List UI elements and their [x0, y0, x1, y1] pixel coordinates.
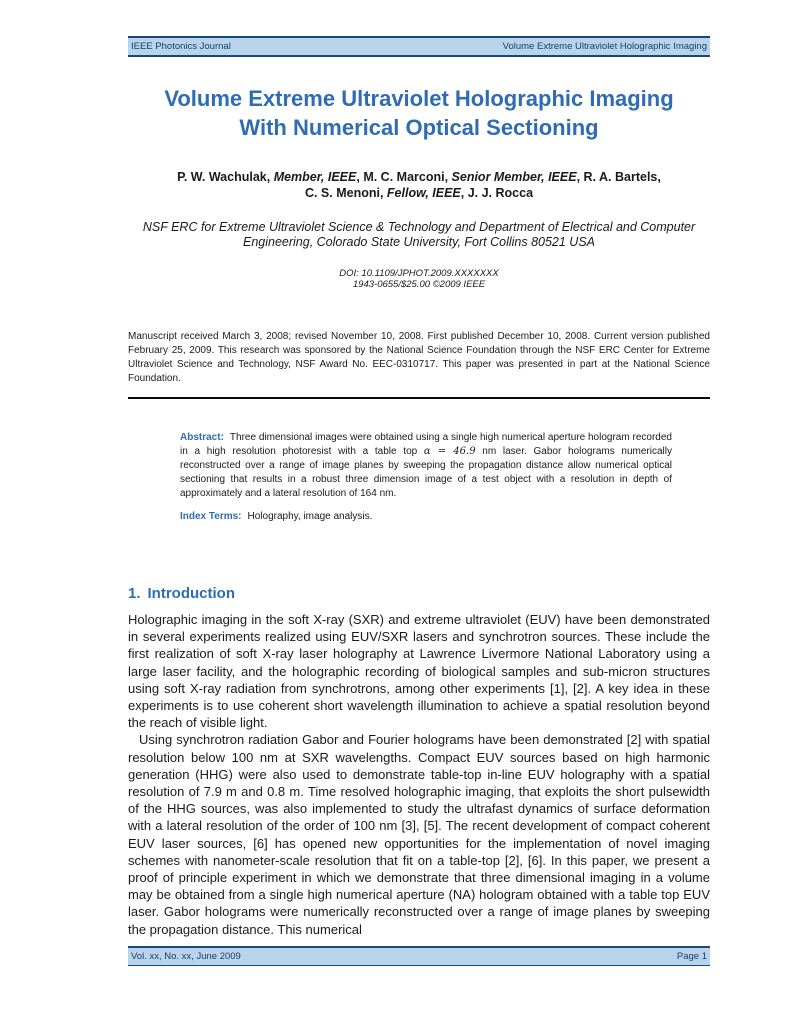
- running-head: Volume Extreme Ultraviolet Holographic Imaging: [502, 41, 707, 52]
- affiliation: NSF ERC for Extreme Ultraviolet Science & Technology and Department of Electrical and Computer Engineering, Colorado State University, Fort Collins 80521 USA: [142, 220, 696, 249]
- page-footer: [128, 946, 710, 966]
- introduction-body: [128, 611, 710, 938]
- doi-block: [128, 268, 710, 290]
- manuscript-note: Manuscript received March 3, 2008; revised November 10, 2008. First published December 10, 2008. Current version published February 25, 2009. This research was sponsored by the National Science Foundation through the NSF ERC Center for Extreme Ultraviolet Science and Technology, NSF Award No. EEC-0310717. This paper was presented in part at the National Science Foundation.: [128, 331, 710, 384]
- volume-info: Vol. xx, No. xx, June 2009: [131, 951, 241, 962]
- section-title: Introduction: [147, 585, 235, 602]
- journal-name: IEEE Photonics Journal: [131, 41, 231, 52]
- abstract-label: Abstract:: [180, 432, 224, 443]
- abstract-paragraph: [180, 431, 672, 501]
- doi-line: DOI: 10.1109/JPHOT.2009.XXXXXXX: [339, 268, 499, 279]
- author-line-2: C. S. Menoni, Fellow, IEEE, J. J. Rocca: [304, 186, 534, 200]
- index-terms: [180, 510, 672, 524]
- footer-bar: [128, 946, 710, 966]
- section-number: 1.: [128, 585, 141, 602]
- journal-header-bar: [128, 36, 710, 57]
- copyright-line: 1943-0655/$25.00 ©2009 IEEE: [352, 279, 486, 290]
- content-column: [128, 36, 710, 938]
- abstract-text: Three dimensional images were obtained using a single high numerical aperture hologram recorded in a high resolution photoresist with a table top α = 46.9 nm laser. Gabor holograms numerically reconstructed over a range of image planes by sweeping the propagation distance allow numerical optical sectioning that results in a robust three dimension image of a test object with a resolution in depth of approximately and a lateral resolution of 164 nm.: [180, 432, 672, 499]
- paper-title-line-2: With Numerical Optical Sectioning: [239, 115, 599, 140]
- index-terms-text: Holography, image analysis.: [247, 511, 373, 522]
- index-terms-label: Index Terms:: [180, 511, 242, 522]
- section-heading-introduction: [128, 585, 710, 603]
- author-list: [128, 169, 710, 201]
- divider-rule: [128, 397, 710, 399]
- abstract-section: [128, 431, 710, 524]
- intro-paragraph-1: Holographic imaging in the soft X-ray (SXR) and extreme ultraviolet (EUV) have been demonstrated in several experiments realized using EUV/SXR lasers and synchrotron sources. These include the first realization of soft X-ray laser holography at Lawrence Livermore National Laboratory using a large laser facility, and the holographic recording of biological samples and sub-micron structures using soft X-ray radiation from synchrotrons, among other experiments [1], [2]. A key idea in these experiments is to use coherent short wavelength illumination to achieve a spatial resolution beyond the reach of visible light.: [128, 612, 710, 731]
- page-number: Page 1: [676, 951, 707, 962]
- paper-title-line-1: Volume Extreme Ultraviolet Holographic Imaging: [164, 86, 674, 111]
- intro-paragraph-2: Using synchrotron radiation Gabor and Fourier holograms have been demonstrated [2] with spatial resolution below 100 nm at SXR wavelengths. Compact EUV sources based on high harmonic generation (HHG) were also used to demonstrate table-top in-line EUV holography with a spatial resolution of 7.9 m and 0.8 m. Time resolved holographic imaging, that exploits the short pulsewidth of the HHG sources, was also implemented to study the ultrafast dynamics of surface deformation with a lateral resolution of the order of 100 nm [3], [5]. The recent development of compact coherent EUV laser sources, [6] has opened new opportunities for the implementation of novel imaging schemes with nanometer-scale resolution that fit on a table-top [2], [6]. In this paper, we present a proof of principle experiment in which we demonstrate that three dimensional imaging in a volume may be obtained from a single high numerical aperture (NA) hologram obtained with a table top EUV laser. Gabor holograms were numerically reconstructed over a range of image planes by sweeping the propagation distance. This numerical: [128, 732, 710, 937]
- author-line-1: P. W. Wachulak, Member, IEEE, M. C. Marconi, Senior Member, IEEE, R. A. Bartels,: [177, 170, 661, 184]
- paper-title: [128, 84, 710, 142]
